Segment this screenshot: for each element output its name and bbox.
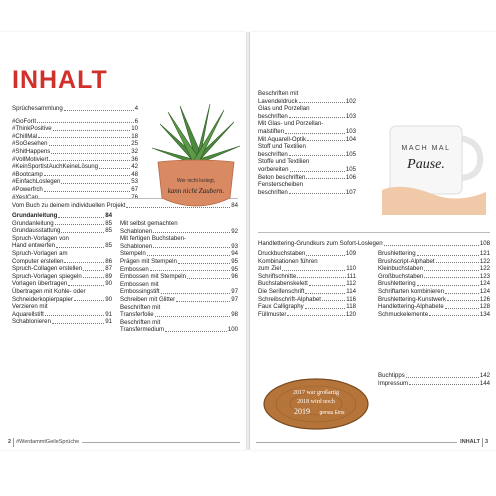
toc-entry-label: Schriftarten kombinieren [378, 287, 445, 295]
toc-entry-label: Faux Calligraphy [258, 303, 304, 311]
toc-entry[interactable] [258, 280, 356, 288]
toc-entry[interactable] [378, 372, 490, 380]
toc-entry-page: 142 [479, 372, 490, 379]
toc-right-column-2b [378, 372, 490, 387]
toc-entry[interactable] [258, 303, 356, 311]
toc-entry-page: 4 [134, 105, 138, 112]
toc-entry-page: 122 [479, 265, 490, 273]
toc-entry-page: 42 [131, 163, 138, 171]
toc-entry-page: 100 [227, 326, 238, 334]
toc-left-column-1a [12, 105, 138, 201]
toc-entry-label: Schneiderkopierpapier [12, 295, 73, 303]
page-number: 3 [482, 438, 490, 447]
toc-entry-label: Spruch-Vorlagen am [12, 249, 68, 257]
toc-entry-label: Mit Glas- und Porzellan- [258, 120, 324, 128]
toc-entry-label: Grundanleitung [12, 212, 58, 219]
toc-entry[interactable] [258, 136, 356, 144]
toc-right-column-1a [258, 90, 356, 196]
toc-entry-page: 122 [479, 257, 490, 265]
toc-entry[interactable] [378, 273, 490, 281]
toc-entry[interactable] [378, 311, 490, 319]
toc-entry[interactable] [378, 265, 490, 273]
footer-hashtag: #WerdammtGeileSprüche [16, 439, 80, 445]
toc-entry-label: Embossen mit Stempeln [120, 273, 187, 281]
toc-entry[interactable] [120, 273, 238, 281]
divider [258, 232, 490, 233]
toc-entry-label: Großbuchstaben [378, 272, 424, 280]
toc-entry[interactable] [258, 90, 356, 105]
toc-entry[interactable] [378, 296, 490, 304]
toc-entry-label: Grundausstattung [12, 227, 61, 235]
toc-entry-page: 111 [346, 272, 356, 280]
toc-entry-label: Brushlettering [378, 250, 416, 257]
toc-entry[interactable] [258, 258, 356, 273]
toc-entry-label: Füllmuster [258, 310, 287, 318]
toc-entry-page: 67 [131, 185, 138, 193]
toc-entry-label: beschriften [258, 150, 288, 158]
toc-entry[interactable] [258, 311, 356, 319]
toc-entry[interactable] [12, 118, 138, 126]
toc-entry-label: Schreibschrift-Alphabet [258, 295, 321, 303]
toc-entry[interactable] [120, 304, 238, 319]
toc-entry-label: Grundanleitung [12, 219, 54, 227]
section-heading-row[interactable]: Vom Buch zu deinem individuellen Projekt 84 [12, 202, 238, 209]
toc-left-column-1b [12, 212, 112, 326]
toc-entry-label: Verzieren mit [12, 303, 48, 311]
toc-entry[interactable] [378, 258, 490, 266]
toc-entry[interactable] [12, 288, 112, 303]
toc-entry-label: Embossen mit [120, 280, 159, 288]
toc-entry[interactable] [12, 148, 138, 156]
toc-entry-label: Sprüchesammlung [12, 105, 63, 112]
toc-entry[interactable] [120, 250, 238, 258]
toc-entry-page: 25 [131, 140, 138, 148]
toc-entry-page: 126 [479, 295, 490, 303]
toc-entry-label: Brushlettering [378, 280, 416, 288]
toc-entry[interactable] [378, 303, 490, 311]
toc-entry-page: 110 [346, 265, 356, 273]
toc-entry-page: 85 [105, 227, 112, 235]
toc-entry-page: 90 [105, 295, 112, 303]
toc-entry-label: beschriften [258, 112, 288, 120]
section-heading-row[interactable]: Handlettering-Grundkurs zum Sofort-Loslegen 108 [258, 240, 490, 247]
toc-entry-label: Buchtipps [378, 372, 405, 379]
toc-entry[interactable] [258, 158, 356, 173]
toc-entry-page: 123 [479, 272, 490, 280]
toc-entry-label: #Bootcamp [12, 170, 43, 178]
toc-entry-label: Vorlagen übertragen [12, 280, 68, 288]
toc-entry-page: 114 [346, 287, 356, 295]
toc-entry-page: 121 [479, 250, 490, 257]
toc-entry[interactable] [378, 380, 490, 388]
wood-text-line-1: 2017 war großartig [293, 390, 339, 396]
toc-entry-page: 128 [479, 303, 490, 311]
toc-entry-label: Mit Aquarell-Optik [258, 135, 307, 143]
toc-entry-page: 85 [105, 242, 112, 250]
toc-entry-page: 85 [105, 219, 112, 227]
toc-entry-page: 84 [105, 212, 112, 219]
toc-left-column-2 [120, 220, 238, 334]
toc-right-section-heading [258, 240, 490, 248]
toc-entry-label: Beschriften mit [258, 90, 299, 97]
toc-entry-label: Beschriften mit [120, 318, 161, 326]
toc-entry-label: Prägen mit Stempeln [120, 257, 177, 265]
toc-entry-page: 95 [231, 257, 238, 265]
toc-entry[interactable] [120, 296, 238, 304]
toc-entry-page: 92 [231, 227, 238, 235]
toc-entry-label: #SoGesehen [12, 140, 48, 148]
toc-entry[interactable] [12, 212, 112, 220]
toc-entry[interactable] [378, 280, 490, 288]
toc-entry-label: Schmuckelemente [378, 310, 429, 318]
toc-entry[interactable] [258, 143, 356, 158]
toc-entry-label: beschriften [258, 188, 288, 196]
toc-entry-label: malstiften [258, 127, 285, 135]
toc-entry[interactable] [378, 250, 490, 258]
toc-entry[interactable] [12, 178, 138, 186]
toc-entry-label: Stoff und Textilien [258, 143, 306, 151]
toc-entry-label: Computer erstellen [12, 257, 64, 265]
toc-entry[interactable] [258, 250, 356, 258]
toc-entry-page: 93 [231, 242, 238, 250]
toc-entry[interactable] [12, 235, 112, 250]
toc-entry[interactable] [258, 296, 356, 304]
toc-entry[interactable] [258, 288, 356, 296]
toc-entry[interactable] [12, 156, 138, 164]
toc-entry-label: Mit fertigen Buchstaben- [120, 235, 187, 243]
toc-entry-page: 103 [345, 127, 356, 135]
toc-entry[interactable] [378, 288, 490, 296]
footer-line [256, 442, 490, 443]
toc-entry-label: Handlettering-Alphabete [378, 303, 444, 311]
toc-entry-label: vorbereiten [258, 165, 289, 173]
toc-entry-label: #VollMotiviert [12, 155, 49, 163]
toc-entry[interactable] [12, 250, 112, 265]
toc-entry[interactable] [12, 186, 138, 194]
toc-entry-label: Embossingstift [120, 288, 160, 296]
toc-entry[interactable] [258, 105, 356, 120]
book-spread [0, 32, 496, 450]
toc-entry-page: 10 [131, 125, 138, 133]
toc-entry-label: Embossen [120, 265, 149, 273]
toc-entry[interactable] [258, 273, 356, 281]
toc-entry-label: Glas und Porzellan [258, 105, 310, 113]
toc-entry-label: Stoffe und Textilien [258, 158, 310, 166]
toc-entry-page: 103 [345, 112, 356, 120]
toc-entry-label: #KeinSportIstAuchKeineLösung [12, 163, 99, 171]
toc-entry-label: Fensterscheiben [258, 181, 304, 189]
toc-entry-page: 107 [345, 188, 356, 196]
right-page [250, 32, 496, 450]
toc-entry-label: Spruch-Collagen erstellen [12, 265, 83, 273]
toc-entry-label: Spruch-Vorlagen spiegeln [12, 272, 82, 280]
mug-text-line-1: MACH MAL [401, 145, 451, 152]
toc-entry-label: Schablonen [120, 242, 153, 250]
page-title: INHALT [12, 66, 108, 94]
toc-entry-page: 97 [231, 295, 238, 303]
toc-entry-label: Beschriften mit [120, 303, 161, 311]
toc-entry-label: Schreiben mit Glitter [120, 295, 176, 303]
toc-entry-label: Schriftschnitte [258, 272, 297, 280]
mug-illustration [382, 120, 487, 215]
toc-entry-page: 102 [345, 97, 356, 105]
toc-entry-page: 18 [131, 132, 138, 140]
pot-text-line-2: kann nicht Zaubern. [167, 187, 225, 195]
toc-entry-label: Mit selbst gemachten [120, 220, 178, 227]
toc-entry-label: #ShitHappens [12, 147, 51, 155]
succulent-pot-illustration [150, 102, 242, 217]
toc-entry-label: Druckbuchstaben [258, 250, 306, 257]
toc-entry-page: 91 [105, 318, 112, 326]
toc-entry[interactable] [120, 220, 238, 235]
toc-entry-page: 97 [231, 288, 238, 296]
toc-entry-page: 48 [131, 170, 138, 178]
toc-entry-label: #ChillMal [12, 132, 38, 140]
toc-entry-page: 90 [105, 280, 112, 288]
toc-entry-page: 53 [131, 178, 138, 186]
toc-entry[interactable] [12, 227, 112, 235]
toc-entry[interactable] [12, 105, 138, 113]
toc-entry[interactable] [12, 265, 112, 273]
mug-text-line-2: Pause. [407, 157, 445, 172]
toc-entry[interactable] [12, 273, 112, 281]
toc-entry-label: Kleinbuchstaben [378, 265, 424, 273]
toc-right-column-2 [378, 250, 490, 318]
toc-entry-label: #EinfachLoslegen [12, 178, 61, 186]
toc-entry[interactable] [120, 235, 238, 250]
toc-entry[interactable] [120, 258, 238, 266]
toc-entry-page: 109 [345, 250, 356, 257]
toc-entry-label: Transfermedium [120, 326, 165, 334]
toc-entry-label: zum Ziel [258, 265, 282, 273]
toc-entry[interactable] [12, 220, 112, 228]
toc-entry-label: Hand entwerfen [12, 242, 56, 250]
toc-entry[interactable] [12, 303, 112, 318]
toc-entry[interactable] [12, 280, 112, 288]
toc-entry[interactable] [12, 318, 112, 326]
toc-entry-page: 94 [231, 250, 238, 258]
succulent-leaves [152, 104, 240, 164]
toc-entry-page: 36 [131, 155, 138, 163]
toc-right-column-1b [258, 250, 356, 318]
left-page [0, 32, 246, 450]
toc-entry-label: #ThinkPositive [12, 125, 52, 133]
toc-entry-page: 86 [105, 257, 112, 265]
toc-entry[interactable] [120, 281, 238, 296]
toc-entry[interactable] [12, 133, 138, 141]
toc-entry-label: Stempeln [120, 250, 146, 258]
wood-text-line-4: genau Eins [319, 410, 345, 416]
toc-entry-label: Lavendeldruck [258, 97, 298, 105]
toc-entry[interactable] [258, 181, 356, 196]
toc-entry-label: Spruch-Vorlagen von [12, 234, 69, 242]
toc-entry-page: 106 [345, 173, 356, 181]
toc-entry-page: 124 [479, 287, 490, 295]
pot-text-line-1: Wer nicht loslegt, [176, 178, 216, 184]
toc-entry-page: 105 [345, 165, 356, 173]
toc-entry-page: 112 [346, 280, 356, 288]
toc-entry-page: 120 [345, 310, 356, 318]
toc-entry-label: Kombinationen führen [258, 257, 318, 265]
toc-entry-page: 116 [346, 295, 356, 303]
toc-entry-label: Impressum [378, 379, 409, 387]
toc-entry-label: Transferfolie [120, 311, 154, 319]
toc-entry-page: 89 [105, 272, 112, 280]
wood-slice-illustration [262, 376, 370, 430]
toc-entry-page: 95 [231, 265, 238, 273]
toc-entry-page: 118 [346, 303, 356, 311]
toc-entry-label: Die Serifenschrift [258, 287, 305, 295]
toc-entry-label: Buchstabenskelett [258, 280, 308, 288]
toc-entry-page: 98 [231, 311, 238, 319]
toc-entry-page: 104 [345, 135, 356, 143]
toc-entry-page: 134 [479, 310, 490, 318]
footer-left [6, 438, 82, 447]
wood-text-line-3: 2019 [294, 407, 310, 416]
toc-entry-label: #Powerfrch [12, 185, 43, 193]
page-number: 2 [6, 438, 14, 447]
footer-right [457, 438, 490, 447]
toc-entry-label: Brushlettering-Kunstwerk [378, 295, 447, 303]
toc-entry-label: Beton beschriften [258, 173, 306, 181]
toc-entry-page: 124 [479, 280, 490, 288]
toc-entry-label: Schablonieren [12, 318, 51, 326]
toc-entry[interactable] [12, 171, 138, 179]
toc-entry-page: 105 [345, 150, 356, 158]
toc-entry-page: 32 [131, 147, 138, 155]
toc-entry-label: Übertragen mit Kohle- oder [12, 287, 86, 295]
toc-entry[interactable] [258, 174, 356, 182]
toc-entry[interactable] [12, 163, 138, 171]
toc-entry-page: 87 [105, 265, 112, 273]
toc-entry[interactable] [12, 140, 138, 148]
toc-entry[interactable] [120, 266, 238, 274]
toc-entry-page: 144 [479, 379, 490, 387]
toc-entry-label: Aquarellstift [12, 310, 44, 318]
toc-entry-label: Brushscript-Alphabet [378, 257, 435, 265]
toc-entry[interactable] [120, 319, 238, 334]
toc-entry-page: 91 [105, 310, 112, 318]
toc-entry-label: #GoForIt [12, 117, 37, 125]
toc-entry-page: 6 [134, 117, 138, 125]
footer-section: INHALT [460, 439, 480, 445]
wood-text-line-2: 2018 wird noch [297, 399, 335, 405]
toc-entry[interactable] [12, 125, 138, 133]
toc-entry-label: Schablonen [120, 227, 153, 235]
toc-entry[interactable] [258, 120, 356, 135]
toc-entry-page: 96 [231, 273, 238, 281]
